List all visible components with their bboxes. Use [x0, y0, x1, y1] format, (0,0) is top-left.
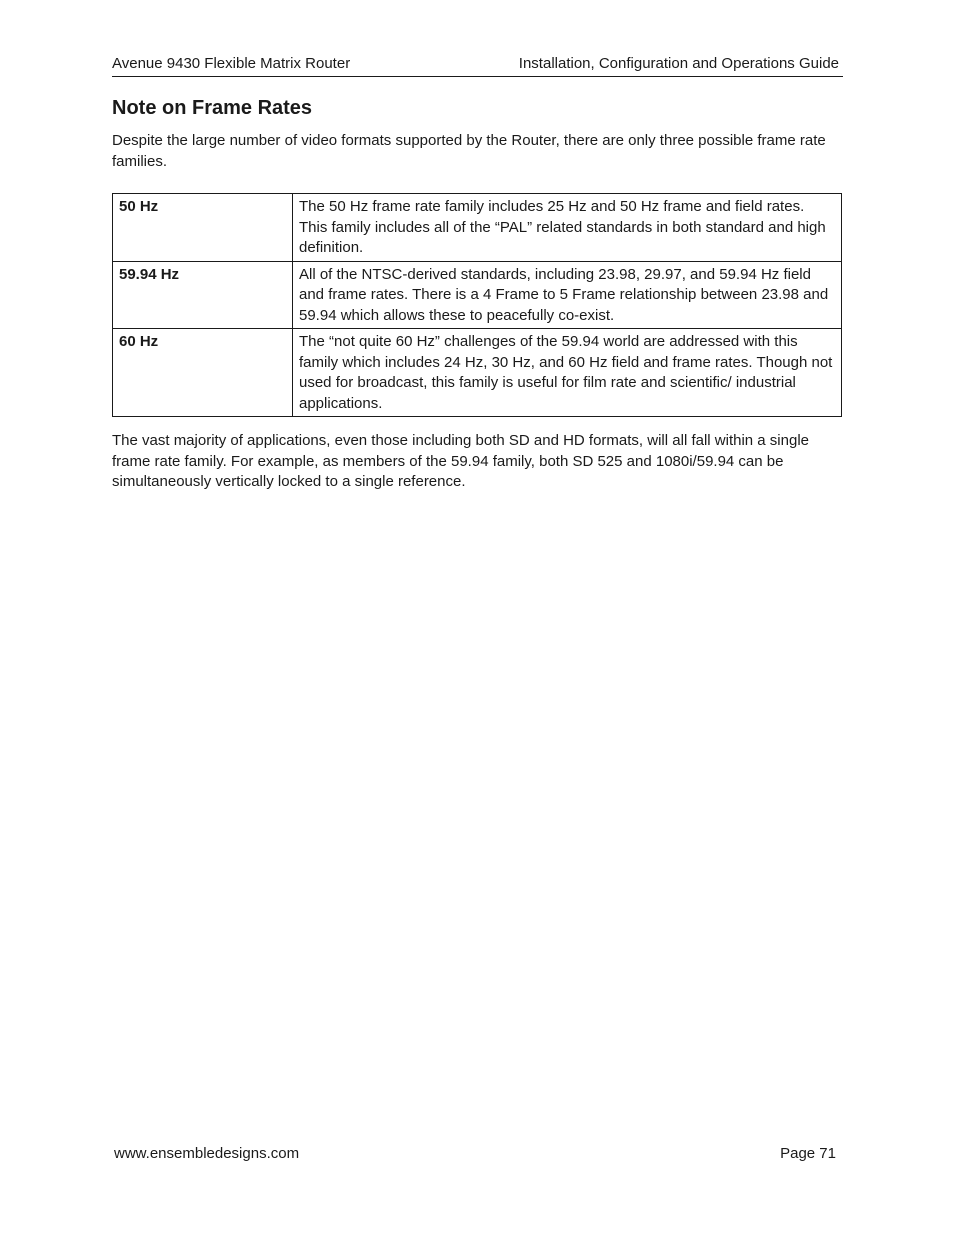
table-row [113, 329, 842, 417]
rate-cell: 50 Hz [113, 194, 293, 262]
description-cell: The “not quite 60 Hz” challenges of the 59.94 world are addressed with this family which includes 24 Hz, 30 Hz, and 60 Hz field and frame rates. Though not used for broadcast, this family is useful for film rate and scientific/ industrial applications. [293, 329, 842, 417]
page-header [112, 54, 843, 77]
description-cell: All of the NTSC-derived standards, including 23.98, 29.97, and 59.94 Hz field and frame rates. There is a 4 Frame to 5 Frame relationship between 23.98 and 59.94 which allows these to peacefully co-exist. [293, 261, 842, 329]
frame-rate-table [112, 193, 842, 417]
intro-paragraph: Despite the large number of video formats supported by the Router, there are only three possible frame rate families. [112, 132, 826, 170]
header-guide-title: Installation, Configuration and Operations Guide [518, 55, 839, 72]
rate-cell: 59.94 Hz [113, 261, 293, 329]
footer-page-number: Page 71 [780, 1145, 836, 1162]
table-row [113, 261, 842, 329]
footer-website: www.ensembledesigns.com [114, 1145, 300, 1162]
rate-cell: 60 Hz [113, 329, 293, 417]
outro-paragraph: The vast majority of applications, even those including both SD and HD formats, will all fall within a single frame rate family. For example, as members of the 59.94 family, both SD 525 and 1080i/59.94 can be simultaneously vertically locked to a single reference. [112, 432, 810, 490]
section-title: Note on Frame Rates [112, 97, 313, 119]
description-cell: The 50 Hz frame rate family includes 25 Hz and 50 Hz frame and field rates. This family includes all of the “PAL” related standards in both standard and high definition. [293, 194, 842, 262]
header-document-title: Avenue 9430 Flexible Matrix Router [112, 55, 351, 72]
table-row [113, 194, 842, 262]
